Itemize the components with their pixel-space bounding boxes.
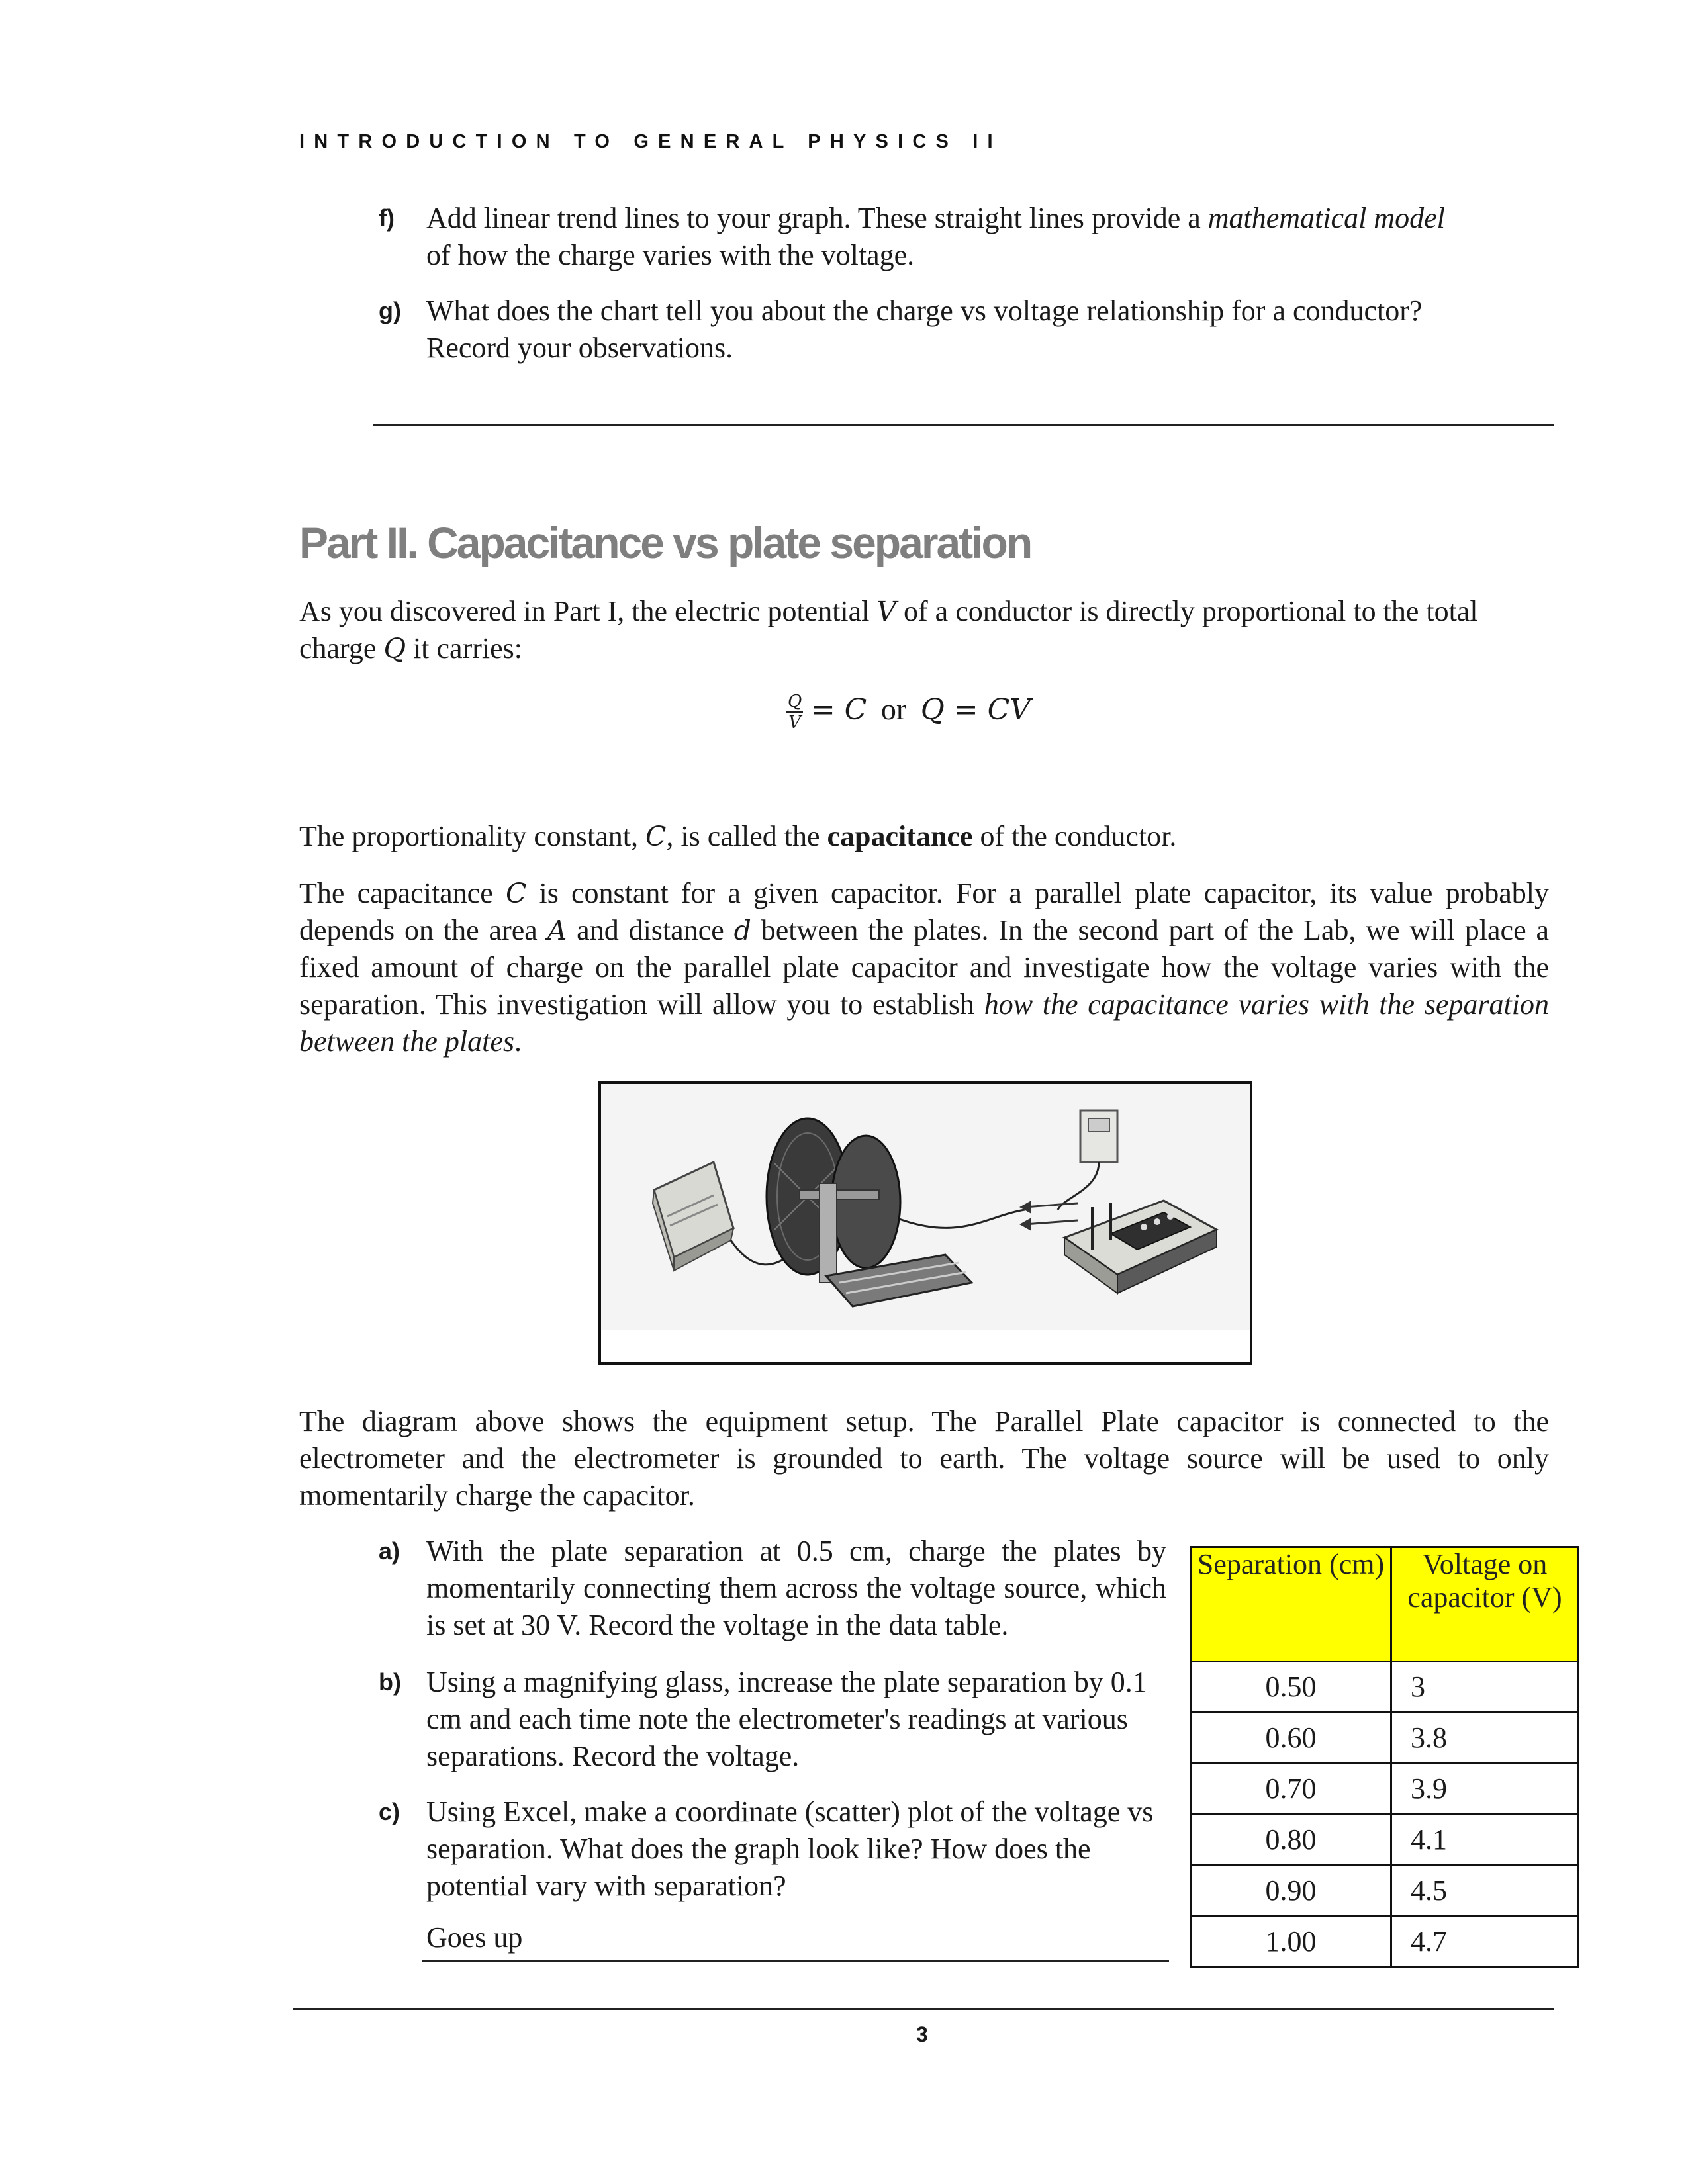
- header-separation: Separation (cm): [1191, 1547, 1391, 1662]
- capacitance-equation: $\frac{Q}{V}$ = C or Q = CV: [788, 692, 1031, 733]
- question-text: Record your observations.: [426, 332, 733, 364]
- question-label: g): [379, 297, 401, 324]
- page-number: 3: [916, 2023, 928, 2046]
- cell-separation[interactable]: 0.80: [1191, 1815, 1391, 1866]
- table-header-row: [1191, 1547, 1579, 1662]
- cell-separation[interactable]: 0.90: [1191, 1866, 1391, 1917]
- cell-separation[interactable]: 0.60: [1191, 1713, 1391, 1764]
- table-row: [1191, 1764, 1579, 1815]
- header-voltage: Voltage on capacitor (V): [1391, 1547, 1579, 1662]
- emphasis-text: mathematical model: [1207, 202, 1445, 234]
- cell-voltage[interactable]: 4.7: [1391, 1917, 1579, 1968]
- table-row: [1191, 1713, 1579, 1764]
- footer-rule: [293, 2008, 1554, 2010]
- cell-voltage[interactable]: 4.5: [1391, 1866, 1579, 1917]
- data-table: [1190, 1546, 1579, 1968]
- table-row: [1191, 1866, 1579, 1917]
- question-label: c): [379, 1798, 400, 1825]
- question-text: Using a magnifying glass, increase the plate separation by 0.1 cm and each time note the electrometer's readings at various separations. Record the voltage.: [426, 1666, 1147, 1772]
- question-text: Using Excel, make a coordinate (scatter) plot of the voltage vs separation. What does the graph look like? How does the potential vary with separation?: [426, 1796, 1154, 1902]
- cell-voltage[interactable]: 3.9: [1391, 1764, 1579, 1815]
- setup-paragraph: The diagram above shows the equipment setup. The Parallel Plate capacitor is connected to the electrometer and the electrometer is grounded to earth. The voltage source will be used to only momentarily charge the capacitor.: [299, 1405, 1549, 1512]
- variable-V: V: [876, 596, 897, 627]
- question-text: What does the chart tell you about the charge vs voltage relationship for a conductor?: [426, 295, 1423, 327]
- question-text: Add linear trend lines to your graph. These straight lines provide a: [426, 202, 1208, 234]
- cell-voltage[interactable]: 3.8: [1391, 1713, 1579, 1764]
- equipment-illustration: [601, 1084, 1250, 1362]
- capacitance-paragraph: The capacitance C is constant for a given capacitor. For a parallel plate capacitor, its value probably depends on the area A and distance d between the plates. In the second part of the Lab, we will place a fixed amount of charge on the parallel plate capacitor and investigate how the voltage varies with the separation. This investigation will allow you to establish how the capacitance varies with the separation between the plates.: [299, 877, 1550, 1058]
- question-label: b): [379, 1668, 401, 1696]
- cell-separation[interactable]: 0.70: [1191, 1764, 1391, 1815]
- question-f: [379, 200, 1570, 279]
- running-header: INTRODUCTION TO GENERAL PHYSICS II: [299, 131, 1002, 152]
- table-row: [1191, 1917, 1579, 1968]
- table-row: [1191, 1815, 1579, 1866]
- cell-voltage[interactable]: 4.1: [1391, 1815, 1579, 1866]
- term-capacitance: capacitance: [827, 820, 973, 852]
- cell-voltage[interactable]: 3: [1391, 1662, 1579, 1713]
- answer-line: [373, 424, 1554, 426]
- answer-underline: [422, 1960, 1169, 1962]
- fraction-q-over-v: $\frac{Q}{V}$: [788, 692, 802, 733]
- question-text: With the plate separation at 0.5 cm, charge the plates by momentarily connecting them across the voltage source, which is set at 30 V. Record the voltage in the data table.: [426, 1535, 1166, 1641]
- section-title: Part II. Capacitance vs plate separation: [299, 518, 1031, 567]
- intro-paragraph: As you discovered in Part I, the electric potential V of a conductor is directly proportional to the total charge Q it carries:: [299, 595, 1478, 664]
- question-label: a): [379, 1537, 400, 1565]
- cell-separation[interactable]: 0.50: [1191, 1662, 1391, 1713]
- question-g: [379, 293, 1570, 372]
- question-label: f): [379, 205, 395, 232]
- answer-text[interactable]: Goes up: [426, 1921, 523, 1954]
- equipment-setup-figure: [598, 1081, 1252, 1365]
- table-row: [1191, 1662, 1579, 1713]
- capacitance-definition: The proportionality constant, C, is called the capacitance of the conductor.: [299, 820, 1177, 852]
- cell-separation[interactable]: 1.00: [1191, 1917, 1391, 1968]
- question-text: of how the charge varies with the voltage.: [426, 239, 915, 271]
- variable-Q: Q: [383, 633, 406, 664]
